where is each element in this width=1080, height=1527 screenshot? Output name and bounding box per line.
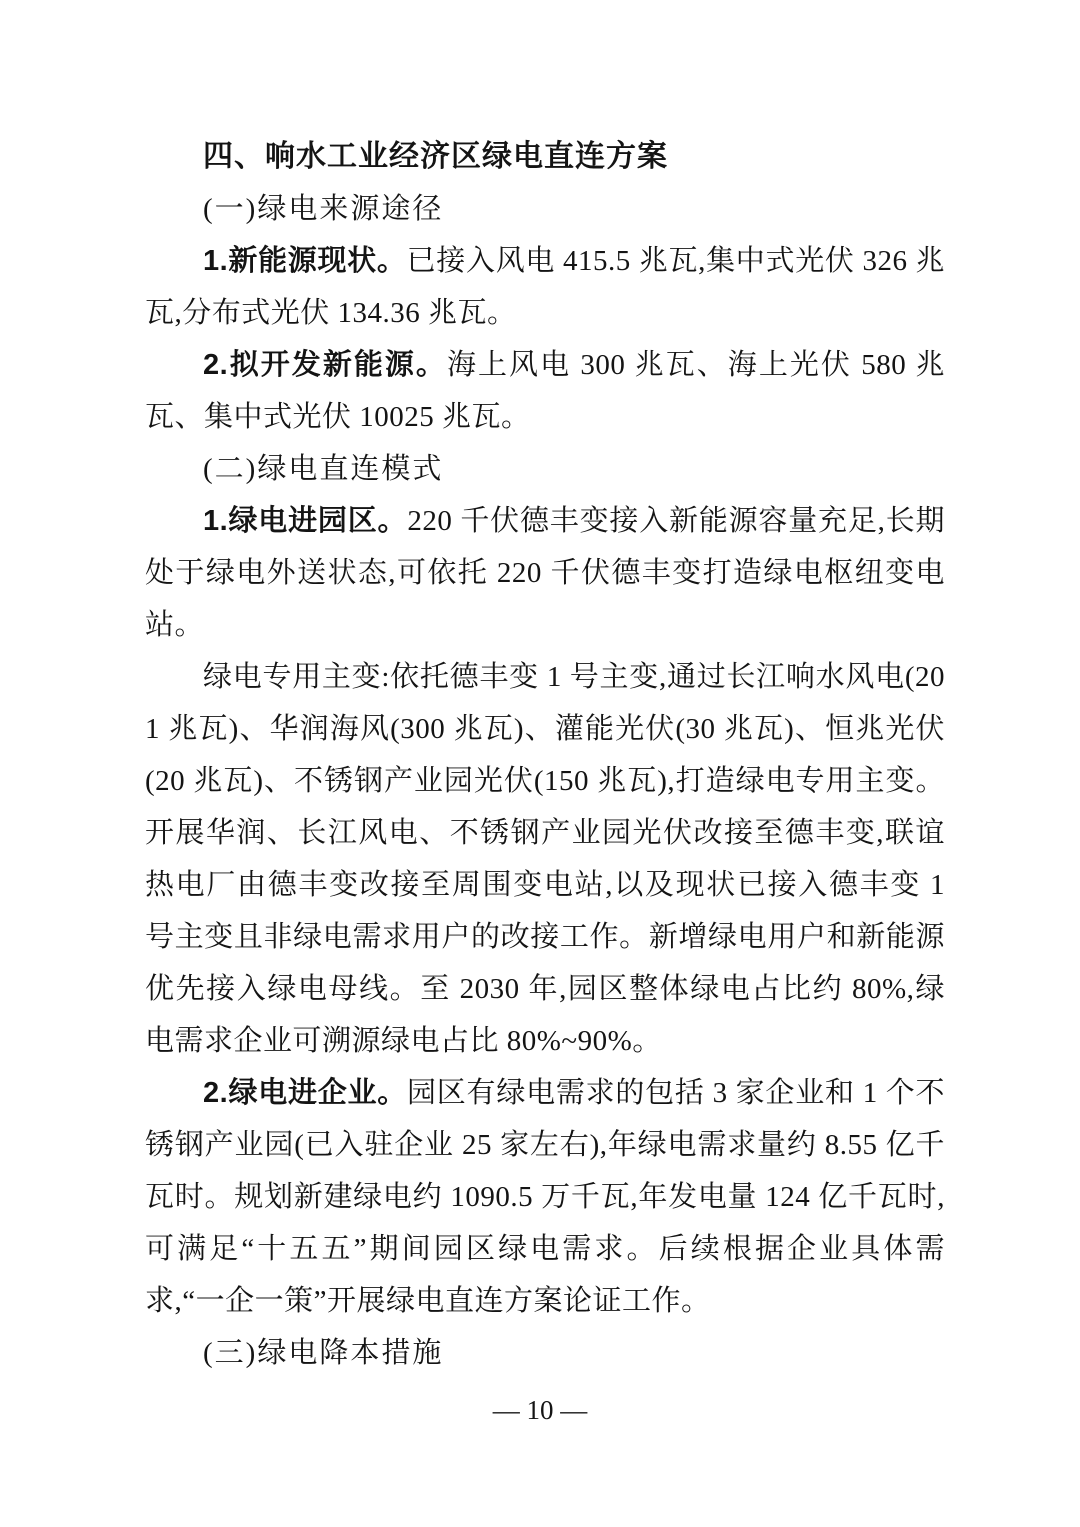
paragraph-lead-green-power-into-park: 1.绿电进园区。 <box>203 505 408 537</box>
paragraph-lead-planned-new-energy: 2.拟开发新能源。 <box>203 349 447 381</box>
paragraph-planned-new-energy <box>145 339 945 443</box>
paragraph-text-dedicated-transformer: 绿电专用主变:依托德丰变 1 号主变,通过长江响水风电(201 兆瓦)、华润海风(300 兆瓦)、灌能光伏(30 兆瓦)、恒兆光伏(20 兆瓦)、不锈钢产业园光伏(150 兆瓦),打造绿电专用主变。开展华润、长江风电、不锈钢产业园光伏改接至德丰变,联谊热电厂由德丰变改接至周围变电站,以及现状已接入德丰变 1 号主变且非绿电需求用户的改接工作。新增绿电用户和新能源优先接入绿电母线。至 2030 年,园区整体绿电占比约 80%,绿电需求企业可溯源绿电占比 80%~90%。 <box>145 661 945 1057</box>
subsection-heading-direct-connection-modes: (二)绿电直连模式 <box>203 453 444 485</box>
paragraph-text-green-power-into-enterprises: 园区有绿电需求的包括 3 家企业和 1 个不锈钢产业园(已入驻企业 25 家左右),年绿电需求量约 8.55 亿千瓦时。规划新建绿电约 1090.5 万千瓦,年发电量 124 亿千瓦时,可满足“十五五”期间园区绿电需求。后续根据企业具体需求,“一企一策”开展绿电直连方案论证工作。 <box>145 1077 945 1317</box>
paragraph-green-power-into-park <box>145 495 945 651</box>
paragraph-green-power-into-enterprises <box>145 1067 945 1327</box>
paragraph-text-planned-new-energy: 海上风电 300 兆瓦、海上光伏 580 兆瓦、集中式光伏 10025 兆瓦。 <box>145 349 945 433</box>
paragraph-dedicated-transformer <box>145 651 945 1067</box>
section-heading: 四、响水工业经济区绿电直连方案 <box>203 140 668 173</box>
paragraph-lead-new-energy-status: 1.新能源现状。 <box>203 245 407 277</box>
paragraph-text-new-energy-status: 已接入风电 415.5 兆瓦,集中式光伏 326 兆瓦,分布式光伏 134.36 兆瓦。 <box>145 245 945 329</box>
subsection-heading-green-power-sources: (一)绿电来源途径 <box>203 193 444 225</box>
document-body <box>145 131 945 1379</box>
subsection-heading-cost-reduction-measures: (三)绿电降本措施 <box>203 1337 444 1369</box>
paragraph-new-energy-status <box>145 235 945 339</box>
paragraph-lead-green-power-into-enterprises: 2.绿电进企业。 <box>203 1077 408 1109</box>
page-number: — 10 — <box>492 1395 588 1425</box>
paragraph-text-green-power-into-park: 220 千伏德丰变接入新能源容量充足,长期处于绿电外送状态,可依托 220 千伏德丰变打造绿电枢纽变电站。 <box>145 505 945 641</box>
